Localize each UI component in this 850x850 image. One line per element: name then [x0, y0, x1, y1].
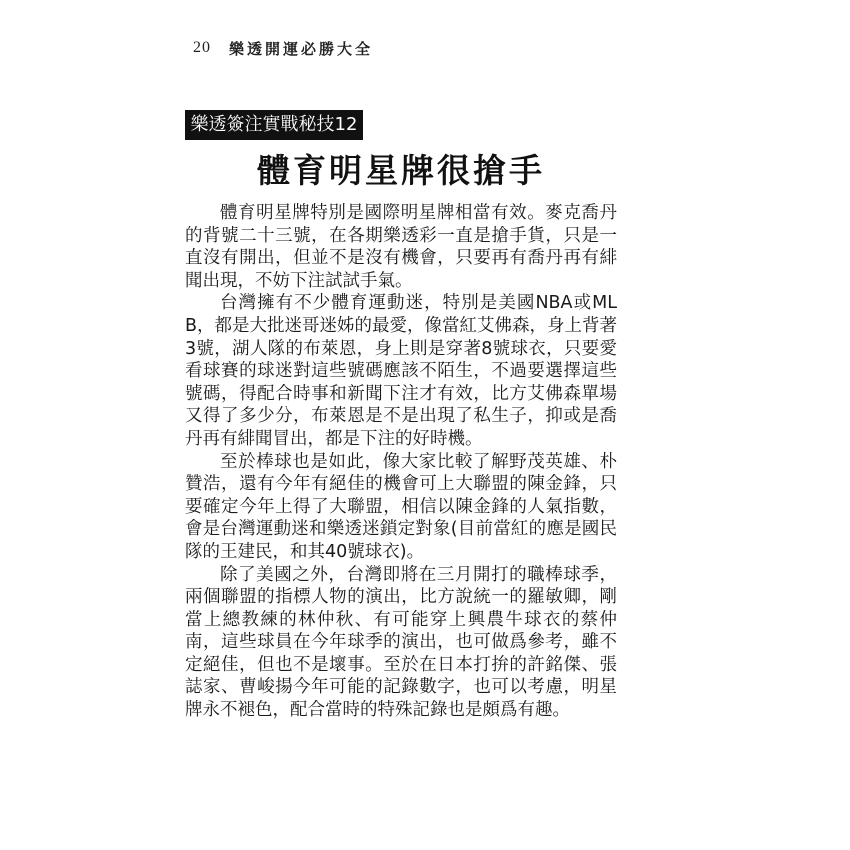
paragraph: 至於棒球也是如此，像大家比較了解野茂英雄、朴贊浩，還有今年有絕佳的機會可上大聯盟的陳金鋒，只要確定今年上得了大聯盟，相信以陳金鋒的人氣指數，會是台灣運動迷和樂透迷鎖定對象(目前當紅的應是國民隊的王建民，和其40號球衣)。	[185, 451, 617, 562]
paragraph: 台灣擁有不少體育運動迷，特別是美國NBA或MLB，都是大批迷哥迷姊的最愛，像當紅艾佛森，身上背著3號，湖人隊的布萊恩，身上則是穿著8號球衣，只要愛看球賽的球迷對這些號碼應該不陌生，不過要選擇這些號碼，得配合時事和新聞下注才有效，比方艾佛森單場又得了多少分，布萊恩是不是出現了私生子，抑或是喬丹再有緋聞冒出，都是下注的好時機。	[185, 293, 618, 449]
book-title: 樂透開運必勝大全	[229, 39, 374, 58]
article-body	[185, 202, 617, 722]
section-label: 樂透簽注實戰秘技12	[185, 110, 363, 140]
article-title: 體育明星牌很搶手	[257, 151, 545, 190]
page-number: 20	[193, 39, 211, 56]
paragraph: 體育明星牌特別是國際明星牌相當有效。麥克喬丹的背號二十三號，在各期樂透彩一直是搶手貨，只是一直沒有開出，但並不是沒有機會，只要再有喬丹再有緋聞出現，不妨下注試試手氣。	[185, 203, 617, 291]
running-header	[193, 36, 373, 60]
paragraph: 除了美國之外，台灣即將在三月開打的職棒球季，兩個聯盟的指標人物的演出，比方說統一的羅敏卿，剛當上總教練的林仲秋、有可能穿上興農牛球衣的蔡仲南，這些球員在今年球季的演出，也可做爲參考，雖不定絕佳，但也不是壞事。至於在日本打拚的許銘傑、張誌家、曹峻揚今年可能的記錄數字，也可以考慮，明星牌永不褪色，配合當時的特殊記錄也是頗爲有趣。	[185, 564, 617, 721]
